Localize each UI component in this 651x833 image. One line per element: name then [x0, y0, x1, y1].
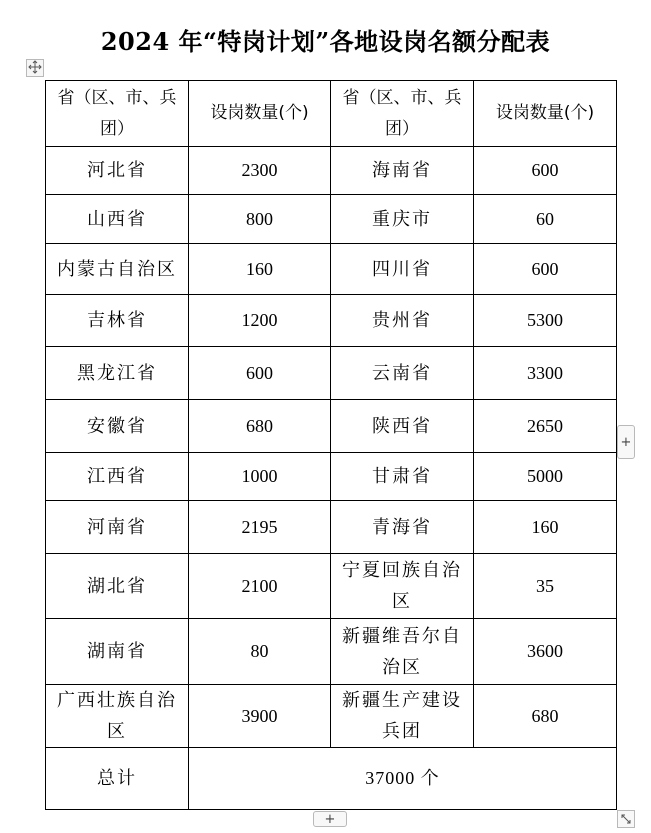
region-cell[interactable]: 海南省: [331, 147, 474, 195]
add-column-button[interactable]: [617, 425, 635, 459]
table-row: [46, 295, 617, 347]
region-cell[interactable]: 新疆维吾尔自治区: [331, 619, 474, 685]
count-cell[interactable]: 5000: [474, 453, 617, 501]
table-row: [46, 685, 617, 748]
region-cell[interactable]: 河北省: [46, 147, 189, 195]
table-row: [46, 147, 617, 195]
region-cell[interactable]: 江西省: [46, 453, 189, 501]
table-row: [46, 619, 617, 685]
table-row: [46, 347, 617, 400]
count-cell[interactable]: 1200: [189, 295, 331, 347]
count-cell[interactable]: 160: [189, 244, 331, 295]
region-cell[interactable]: 黑龙江省: [46, 347, 189, 400]
table-move-handle[interactable]: [26, 59, 44, 77]
count-cell[interactable]: 60: [474, 195, 617, 244]
resize-arrows-icon: [620, 810, 632, 829]
count-cell[interactable]: 1000: [189, 453, 331, 501]
region-cell[interactable]: 湖北省: [46, 554, 189, 619]
count-cell[interactable]: 35: [474, 554, 617, 619]
page-title: 2024 年“特岗计划”各地设岗名额分配表: [100, 27, 551, 56]
count-cell[interactable]: 80: [189, 619, 331, 685]
region-cell[interactable]: 陕西省: [331, 400, 474, 453]
plus-icon: +: [324, 811, 336, 827]
count-cell[interactable]: 600: [474, 244, 617, 295]
plus-icon: +: [620, 434, 632, 450]
count-cell[interactable]: 2650: [474, 400, 617, 453]
region-cell[interactable]: 吉林省: [46, 295, 189, 347]
count-cell[interactable]: 3300: [474, 347, 617, 400]
region-cell[interactable]: 青海省: [331, 501, 474, 554]
count-cell[interactable]: 2195: [189, 501, 331, 554]
header-region-left[interactable]: 省（区、市、兵团）: [46, 81, 189, 147]
region-cell[interactable]: 广西壮族自治区: [46, 685, 189, 748]
region-cell[interactable]: 四川省: [331, 244, 474, 295]
count-cell[interactable]: 5300: [474, 295, 617, 347]
count-cell[interactable]: 600: [189, 347, 331, 400]
region-cell[interactable]: 甘肃省: [331, 453, 474, 501]
table-row: [46, 554, 617, 619]
region-cell[interactable]: 山西省: [46, 195, 189, 244]
count-cell[interactable]: 600: [474, 147, 617, 195]
table-row: [46, 453, 617, 501]
region-cell[interactable]: 新疆生产建设兵团: [331, 685, 474, 748]
move-arrows-icon: [28, 59, 42, 78]
add-row-button[interactable]: [313, 811, 347, 827]
region-cell[interactable]: 安徽省: [46, 400, 189, 453]
total-row: [46, 748, 617, 810]
count-cell[interactable]: 3600: [474, 619, 617, 685]
header-region-right[interactable]: 省（区、市、兵团）: [331, 81, 474, 147]
count-cell[interactable]: 680: [474, 685, 617, 748]
table-row: [46, 195, 617, 244]
region-cell[interactable]: 内蒙古自治区: [46, 244, 189, 295]
count-cell[interactable]: 680: [189, 400, 331, 453]
header-count-right[interactable]: 设岗数量(个): [474, 81, 617, 147]
table-row: [46, 501, 617, 554]
table-row: [46, 400, 617, 453]
table-row: [46, 244, 617, 295]
region-cell[interactable]: 云南省: [331, 347, 474, 400]
region-cell[interactable]: 重庆市: [331, 195, 474, 244]
count-cell[interactable]: 800: [189, 195, 331, 244]
header-count-left[interactable]: 设岗数量(个): [189, 81, 331, 147]
region-cell[interactable]: 湖南省: [46, 619, 189, 685]
count-cell[interactable]: 3900: [189, 685, 331, 748]
header-row: [46, 81, 617, 147]
region-cell[interactable]: 宁夏回族自治区: [331, 554, 474, 619]
count-cell[interactable]: 2100: [189, 554, 331, 619]
allocation-table: [45, 80, 617, 810]
region-cell[interactable]: 贵州省: [331, 295, 474, 347]
region-cell[interactable]: 河南省: [46, 501, 189, 554]
total-value-cell[interactable]: 37000 个: [189, 748, 617, 810]
count-cell[interactable]: 160: [474, 501, 617, 554]
table-resize-handle[interactable]: [617, 810, 635, 828]
total-label-cell[interactable]: 总计: [46, 748, 189, 810]
count-cell[interactable]: 2300: [189, 147, 331, 195]
